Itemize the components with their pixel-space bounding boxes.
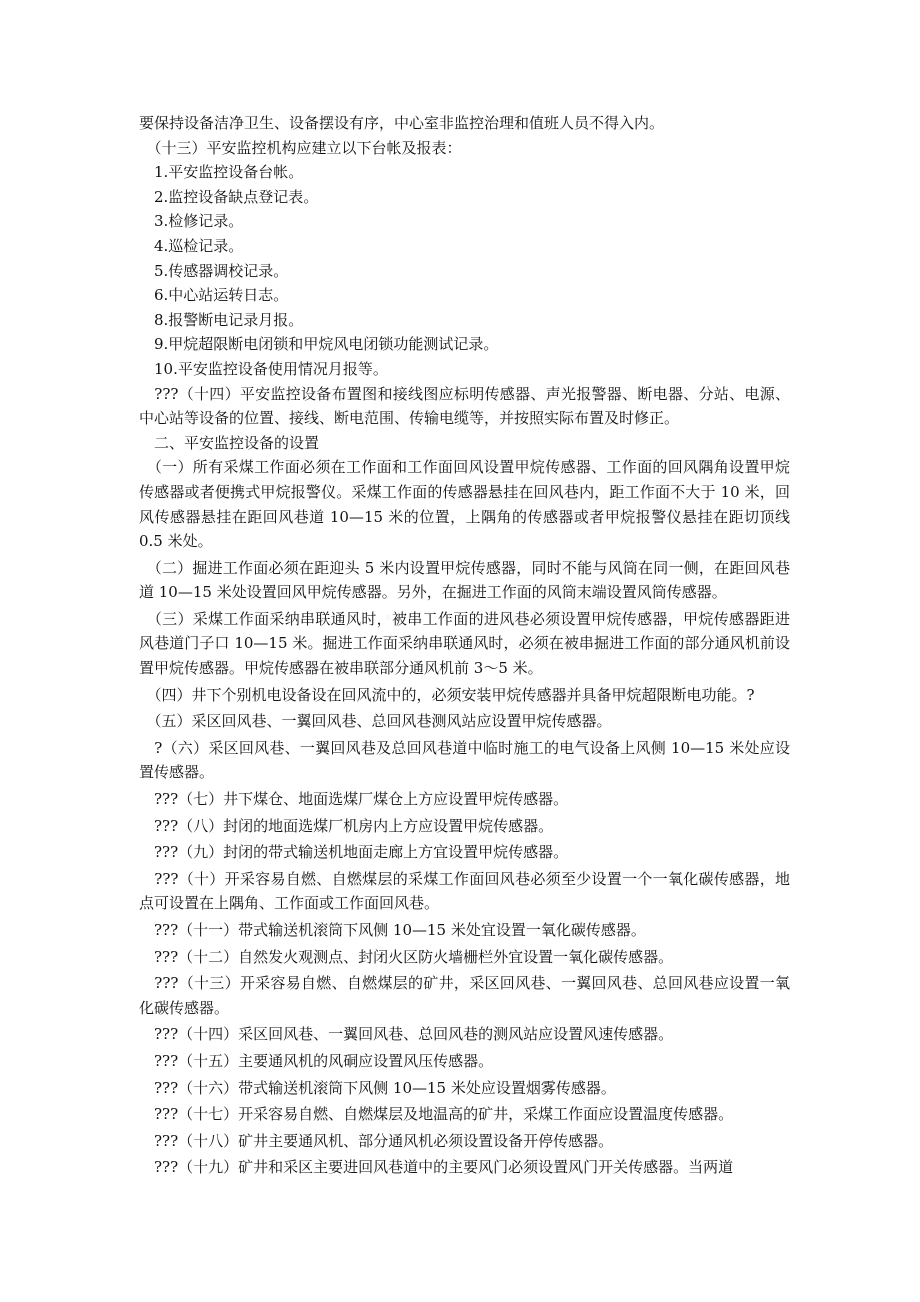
paragraph: ???（十）开采容易自燃、自燃煤层的采煤工作面回风巷必须至少设置一个一氧化碳传感器，地点可设置在上隅角、工作面或工作面回风巷。 (139, 869, 790, 913)
paragraph: ???（八）封闭的地面选煤厂机房内上方应设置甲烷传感器。 (139, 816, 554, 835)
paragraph: （四）井下个别机电设备设在回风流中的，必须安装甲烷传感器并具备甲烷超限断电功能。? (139, 685, 755, 704)
list-item: 6.中心站运转日志。 (139, 286, 289, 305)
paragraph: （二）掘进工作面必须在距迎头 5 米内设置甲烷传感器，同时不能与风筒在同一侧，在距回风巷道 10—15 米处设置回风甲烷传感器。另外，在掘进工作面的风筒末端设置风筒传感器。 (139, 558, 790, 602)
section-heading: 二、平安监控设备的设置 (139, 433, 320, 452)
paragraph: ???（十三）开采容易自燃、自燃煤层的矿井，采区回风巷、一翼回风巷、总回风巷应设置一氧化碳传感器。 (139, 974, 790, 1017)
list-item: 10.平安监控设备使用情况月报等。 (139, 359, 388, 378)
paragraph: ???（十八）矿井主要通风机、部分通风机必须设置设备开停传感器。 (139, 1131, 614, 1150)
list-item: 1.平安监控设备台帐。 (139, 163, 304, 182)
paragraph: （一）所有采煤工作面必须在工作面和工作面回风设置甲烷传感器、工作面的回风隅角设置甲烷传感器或者便携式甲烷报警仪。采煤工作面的传感器悬挂在回风巷内，距工作面不大于 10 米，回风传感器悬挂在距回风巷道 10—15 米的位置，上隅角的传感器或者甲烷报警仪悬挂在距切顶线 0.5 米处。 (139, 458, 795, 551)
paragraph: ???（十九）矿井和采区主要进回风巷道中的主要风门必须设置风门开关传感器。当两道 (139, 1158, 734, 1177)
paragraph: ???（十五）主要通风机的风硐应设置风压传感器。 (139, 1051, 494, 1070)
paragraph: （三）采煤工作面采纳串联通风时，被串工作面的进风巷必须设置甲烷传感器，甲烷传感器距进风巷道门子口 10—15 米。掘进工作面采纳串联通风时，必须在被串掘进工作面的部分通风机前设置甲烷传感器。甲烷传感器在被串联部分通风机前 3～5 米。 (139, 609, 790, 678)
paragraph: ???（九）封闭的带式输送机地面走廊上方宜设置甲烷传感器。 (139, 843, 569, 862)
paragraph: 要保持设备洁净卫生、设备摆设有序，中心室非监控治理和值班人员不得入内。 (139, 114, 665, 132)
list-item: 9.甲烷超限断电闭锁和甲烷风电闭锁功能测试记录。 (139, 335, 499, 354)
paragraph: ???（十二）自然发火观测点、封闭火区防火墙栅栏外宜设置一氧化碳传感器。 (139, 947, 674, 966)
list-item: 8.报警断电记录月报。 (139, 310, 304, 329)
list-item: 3.检修记录。 (139, 212, 244, 231)
paragraph: ???（十七）开采容易自燃、自燃煤层及地温高的矿井，采煤工作面应设置温度传感器。 (139, 1105, 734, 1124)
list-item: 4.巡检记录。 (139, 236, 244, 255)
paragraph: （五）采区回风巷、一翼回风巷、总回风巷测风站应设置甲烷传感器。 (139, 712, 612, 731)
paragraph: ?（六）采区回风巷、一翼回风巷及总回风巷道中临时施工的电气设备上风侧 10—15 米处应设置传感器。 (139, 738, 790, 782)
paragraph: ???（十六）带式输送机滚筒下风侧 10—15 米处应设置烟雾传感器。 (139, 1078, 616, 1097)
paragraph: ???（七）井下煤仓、地面选煤厂煤仓上方应设置甲烷传感器。 (139, 790, 569, 809)
paragraph: ???（十四）平安监控设备布置图和接线图应标明传感器、声光报警器、断电器、分站、电源、中心站等设备的位置、接线、断电范围、传输电缆等，并按照实际布置及时修正。 (139, 384, 790, 428)
list-item: 5.传感器调校记录。 (139, 261, 289, 280)
paragraph: ???（十四）采区回风巷、一翼回风巷、总回风巷的测风站应设置风速传感器。 (139, 1025, 674, 1044)
list-item: 2.监控设备缺点登记表。 (139, 187, 319, 206)
section-heading: （十三）平安监控机构应建立以下台帐及报表： (139, 138, 462, 157)
document-body (139, 111, 795, 1180)
paragraph: ???（十一）带式输送机滚筒下风侧 10—15 米处宜设置一氧化碳传感器。 (139, 921, 646, 939)
